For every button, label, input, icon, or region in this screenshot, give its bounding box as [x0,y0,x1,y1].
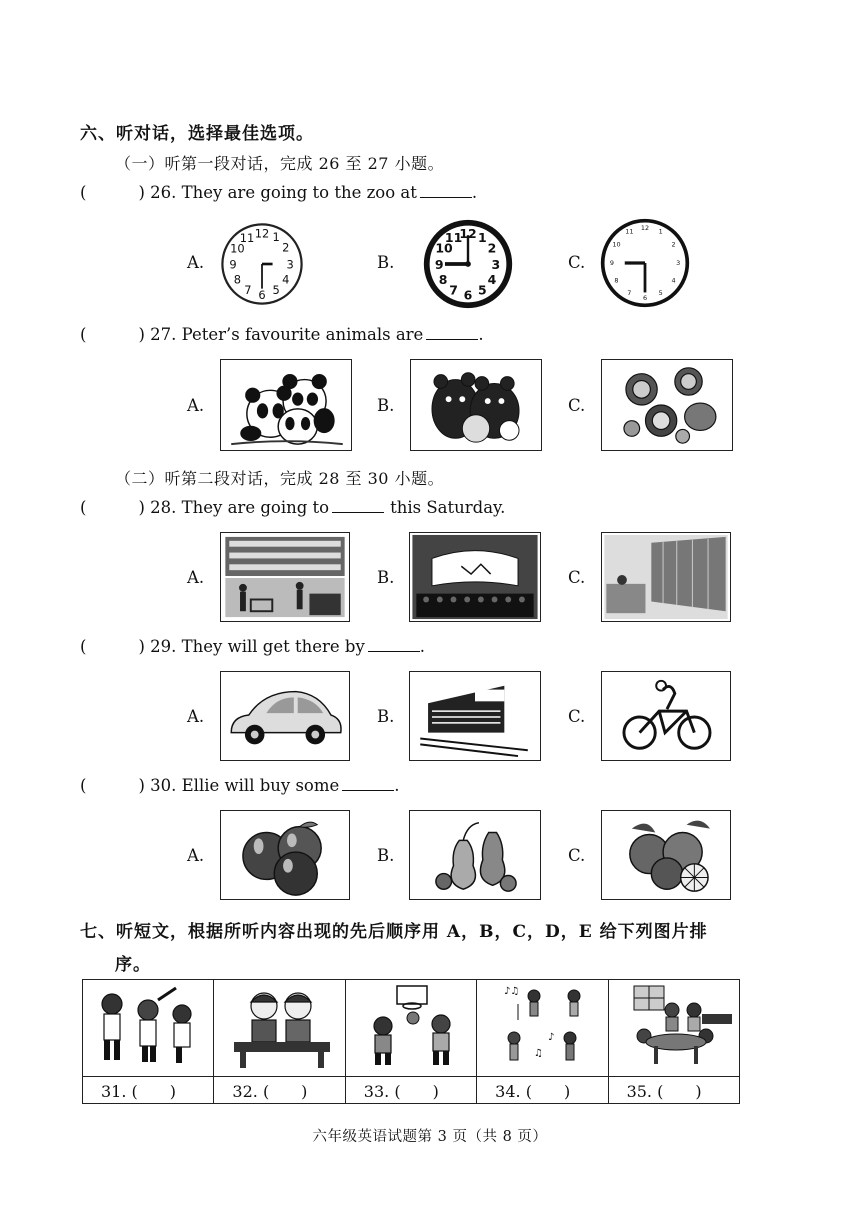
sequence-image-34 [477,980,608,1077]
question-29 [80,637,425,656]
clock-icon-a[interactable] [218,220,306,308]
paren-open: ( [80,776,87,795]
question-text-end: . [471,183,478,202]
question-number: 30. [150,776,177,795]
option-label-a: A. [187,707,205,726]
svg-text:9: 9 [229,257,237,272]
svg-text:7: 7 [627,289,632,298]
svg-text:5: 5 [272,282,280,297]
option-label-a: A. [187,396,205,415]
question-text: Peter’s favourite animals are [181,325,424,344]
sequence-answer-33[interactable]: 33. ( ) [345,1077,476,1104]
bike-picture[interactable] [601,671,731,761]
option-label-b: B. [377,707,395,726]
apples-picture[interactable] [220,810,350,900]
svg-text:2: 2 [487,240,497,256]
svg-text:11: 11 [625,227,634,236]
option-label-b: B. [377,396,395,415]
section7-title-cont: 序。 [115,955,151,975]
svg-text:8: 8 [233,272,242,287]
section6-title: 六、听对话，选择最佳选项。 [80,124,314,144]
sequence-answer-34[interactable]: 34. ( ) [477,1077,608,1104]
page-footer: 六年级英语试题第 3 页（共 8 页） [312,1129,548,1145]
svg-text:4: 4 [487,272,497,288]
sequence-answer-35[interactable]: 35. ( ) [608,1077,739,1104]
question-number: 29. [150,637,177,656]
sequence-table [82,979,740,1104]
svg-text:7: 7 [449,282,458,298]
option-label-b: B. [377,253,395,272]
svg-text:10: 10 [230,241,245,256]
question-text-end: . [394,776,400,795]
section7-title: 七、听短文，根据所听内容出现的先后顺序用 A，B，C，D，E 给下列图片排 [80,922,708,942]
paren-open: ( [80,325,87,344]
lions-picture[interactable] [601,359,733,451]
car-picture[interactable] [220,671,350,761]
answer-blank[interactable] [332,511,384,513]
question-number: 27. [150,325,177,344]
svg-text:3: 3 [286,257,294,272]
svg-text:8: 8 [614,276,619,285]
option-label-c: C. [568,846,586,865]
svg-text:4: 4 [282,272,290,287]
svg-text:6: 6 [642,293,648,302]
svg-text:7: 7 [244,282,252,297]
library-picture[interactable] [601,532,731,622]
svg-text:1: 1 [478,229,487,245]
option-label-a: A. [187,253,205,272]
svg-text:9: 9 [609,258,614,267]
question-text: They are going to the zoo at [181,183,417,202]
option-label-c: C. [568,707,586,726]
pears-picture[interactable] [409,810,541,900]
svg-text:8: 8 [438,272,448,288]
answer-blank[interactable] [368,650,420,652]
supermarket-picture[interactable] [220,532,350,622]
question-text-end: . [419,637,426,656]
svg-text:♪: ♪ [548,1032,555,1043]
question-text-end: . [478,325,484,344]
bears-picture[interactable] [410,359,542,451]
sequence-image-35 [608,980,739,1077]
svg-text:11: 11 [444,229,463,245]
answer-blank[interactable] [426,338,478,340]
sequence-image-33 [345,980,476,1077]
option-label-c: C. [568,396,586,415]
paren-close: ) [138,183,145,202]
paren-close: ) [138,776,145,795]
svg-text:1: 1 [658,227,663,236]
sequence-answer-31[interactable]: 31. ( ) [83,1077,214,1104]
question-text: They are going to [181,498,330,517]
answer-blank[interactable] [420,196,472,198]
answer-blank[interactable] [342,789,394,791]
paren-open: ( [80,498,87,517]
paren-close: ) [138,325,145,344]
svg-text:12: 12 [640,223,650,232]
svg-text:♫: ♫ [534,1048,544,1059]
panda-picture[interactable] [220,359,352,451]
question-text: Ellie will buy some [181,776,340,795]
question-text-end: this Saturday. [390,498,506,517]
sequence-image-31 [83,980,214,1077]
svg-text:11: 11 [239,231,255,245]
section6-part2: （二）听第二段对话，完成 28 至 30 小题。 [115,469,445,488]
clock-icon-c[interactable] [599,217,691,309]
question-number: 28. [150,498,177,517]
svg-text:10: 10 [435,240,453,256]
svg-text:3: 3 [676,258,681,267]
option-label-b: B. [377,568,395,587]
svg-text:4: 4 [671,276,676,285]
question-26 [80,183,477,202]
svg-text:3: 3 [491,256,501,272]
svg-text:5: 5 [478,282,487,298]
section6-part1: （一）听第一段对话，完成 26 至 27 小题。 [115,154,445,173]
oranges-picture[interactable] [601,810,731,900]
paren-open: ( [80,183,87,202]
question-30 [80,776,400,795]
svg-text:5: 5 [658,289,663,298]
question-28 [80,498,505,517]
question-number: 26. [150,183,177,202]
sequence-image-32 [214,980,345,1077]
svg-text:10: 10 [612,240,621,249]
clock-icon-b[interactable] [420,216,516,312]
option-label-c: C. [568,253,586,272]
sequence-answer-32[interactable]: 32. ( ) [214,1077,345,1104]
option-label-a: A. [187,846,205,865]
option-label-c: C. [568,568,586,587]
svg-text:9: 9 [434,256,444,272]
svg-text:2: 2 [282,240,290,255]
svg-text:6: 6 [463,287,473,303]
svg-text:6: 6 [258,288,266,303]
cinema-picture[interactable] [409,532,541,622]
train-picture[interactable] [409,671,541,761]
svg-text:12: 12 [254,226,270,241]
question-text: They will get there by [181,637,365,656]
svg-text:1: 1 [272,230,280,245]
question-27 [80,325,484,344]
option-label-a: A. [187,568,205,587]
paren-close: ) [138,637,145,656]
paren-open: ( [80,637,87,656]
svg-text:12: 12 [459,226,477,242]
svg-text:♪♫: ♪♫ [504,986,520,997]
svg-text:2: 2 [671,240,676,249]
option-label-b: B. [377,846,395,865]
paren-close: ) [138,498,145,517]
